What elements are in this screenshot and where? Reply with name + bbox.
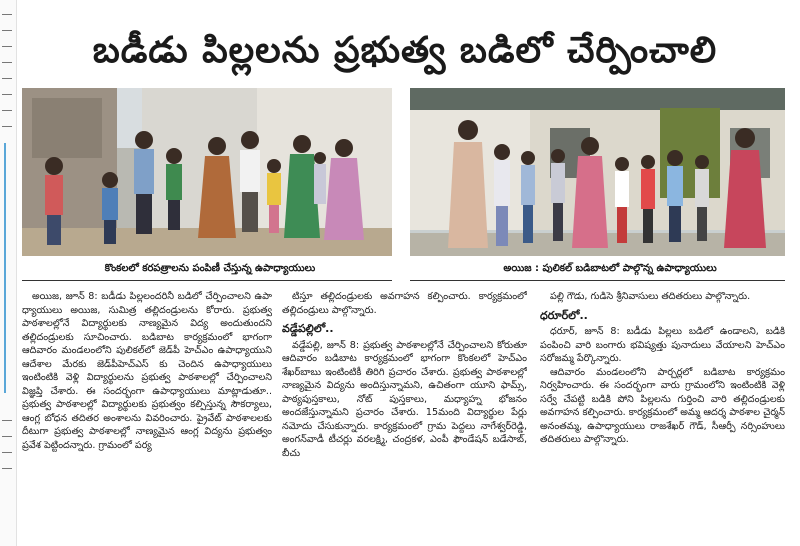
article-column-2 [282, 290, 527, 540]
article-column-1 [22, 290, 272, 540]
article-paragraph: వడ్డేపల్లి, జూన్ 8: ప్రభుత్వ పాఠశాలల్లోనే చేర్పించాలని కోరుతూ ఆదివారం బడిబాట కార్యక్రమంలో భాగంగా కొంకలలో హెచ్‌ఎం శేఖర్‌బాబు ఇంటింటికీ తిరిగి ప్రచారం చేశారు. ప్రభుత్వ పాఠశాలల్లో నాణ్యమైన విద్యను అందిస్తున్నామని, ఉచితంగా యూని ఫామ్స్, పాఠ్యపుస్తకాలు, నోట్ పుస్తకాలు, మధ్యాహ్న భోజనం అందజేస్తున్నామని ప్రచారం చేశారు. 15మంది విద్యార్థుల పేర్లు నమోదు చేసుకున్నారు. కార్యక్రమంలో గ్రామ పెద్దలు నాగేశ్వర్‌రెడ్డి, అంగన్‌వాడీ టీచర్లు వరలక్ష్మి, చంద్రకళ, ఎంపీ ఫౌండేషన్ బడేసాబ్, బీచు [282, 339, 527, 459]
subheading-vaddepalli: వడ్డేపల్లిలో.. [282, 322, 334, 335]
photo-caption-2: అయిజ : పులికల్ బడిబాటలో పాల్గొన్న ఉపాధ్యాయులు [503, 263, 717, 274]
adjacent-column-edge [0, 0, 17, 546]
headline: బడీడు పిల్లలను ప్రభుత్వ బడిలో చేర్పించాలి [92, 30, 718, 71]
caption-divider-2 [410, 280, 785, 281]
article-column-3 [540, 290, 785, 540]
subheading-dharur: ధరూర్‌లో.. [540, 308, 588, 322]
caption-divider-1 [22, 280, 392, 281]
photo-caption-1: కొంకలలో కరపత్రాలను పంపిణీ చేస్తున్న ఉపాధ్యాయులు [104, 263, 316, 274]
photo-teachers-with-children-school [410, 88, 785, 256]
article-paragraph: ధరూర్, జూన్ 8: బడీడు పిల్లలు బడిలో ఉండాలని, బడికి పంపించి వారి బంగారు భవిష్యత్తు పునాదులు వేయాలని హెచ్‌ఎం సరోజమ్మ పేర్కొన్నారు. [540, 326, 785, 364]
article-paragraph: అయిజ, జూన్ 8: బడీడు పిల్లలందరినీ బడిలో చేర్పించాలని ఉపా ధ్యాయులు అయిజ, సుమిత్ర తల్లిదండ్రులను కోరారు. ప్రభుత్వ పాఠశాలల్లోనే విద్యార్థులకు నాణ్యమైన విద్య అందుతుందని తల్లిదండ్రులకు సూచించారు. బడిబాట కార్యక్రమంలో భాగంగా ఆదివారం మండలంలోని పులికల్‌లో జెడ్‌పీ హెచ్‌ఎం ఉపాధ్యాయుని ఆదేశాల మేరకు జెడ్‌పీహెచ్‌ఎస్ కు చెందిన ఉపాధ్యాయులు ఇంటింటికి వెళ్లి విద్యార్థులను ప్రభుత్వ పాఠశాలల్లో చేర్పించాలని విజ్ఞప్తి చేశారు. ఈ సందర్భంగా ఉపాధ్యాయులు మాట్లాడుతూ.. ప్రభుత్వ పాఠశాలల్లో విద్యార్థులకు ప్రభుత్వం కల్పిస్తున్న సౌకర్యాలు, ఆంగ్ల బోధన తదితర అంశాలను వివరించారు. ప్రైవేట్ పాఠశాలలకు దీటుగా ప్రభుత్వ పాఠశాలల్లో నాణ్యమైన ఆంగ్ల విద్యను ప్రభుత్వం ప్రవేశ పెట్టిందన్నారు. గ్రామంలో పర్య [22, 291, 272, 451]
article-paragraph: టిస్తూ తల్లిదండ్రులకు అవగాహన కల్పించారు. కార్యక్రమంలో తల్లిదండ్రులు పాల్గొన్నారు. [282, 291, 527, 316]
article-paragraph: ఆదివారం మండలంలోని పార్చర్లలో బడిబాట కార్యక్రమం నిర్వహించారు. ఈ సందర్భంగా వారు గ్రామంలోని ఇంటింటికి వెళ్లి సర్వే చేపట్టి బడికి పోని పిల్లలను గుర్తించి వారి తల్లిదండ్రులకు అవగాహన కల్పించారు. కార్యక్రమంలో అమ్మ ఆదర్శ పాఠశాల చైర్మన్ అనంతమ్మ, ఉపాధ్యాయులు రాజశేఖర్ గౌడ్, సీఆర్పీ నర్సింహులు తదితరులు పాల్గొన్నారు. [540, 366, 785, 445]
photo-teachers-with-children-street [22, 88, 392, 256]
article-paragraph: పల్లి గౌడు, గుడిసె శ్రీనివాసులు తదితరులు పాల్గొన్నారు. [550, 291, 751, 302]
